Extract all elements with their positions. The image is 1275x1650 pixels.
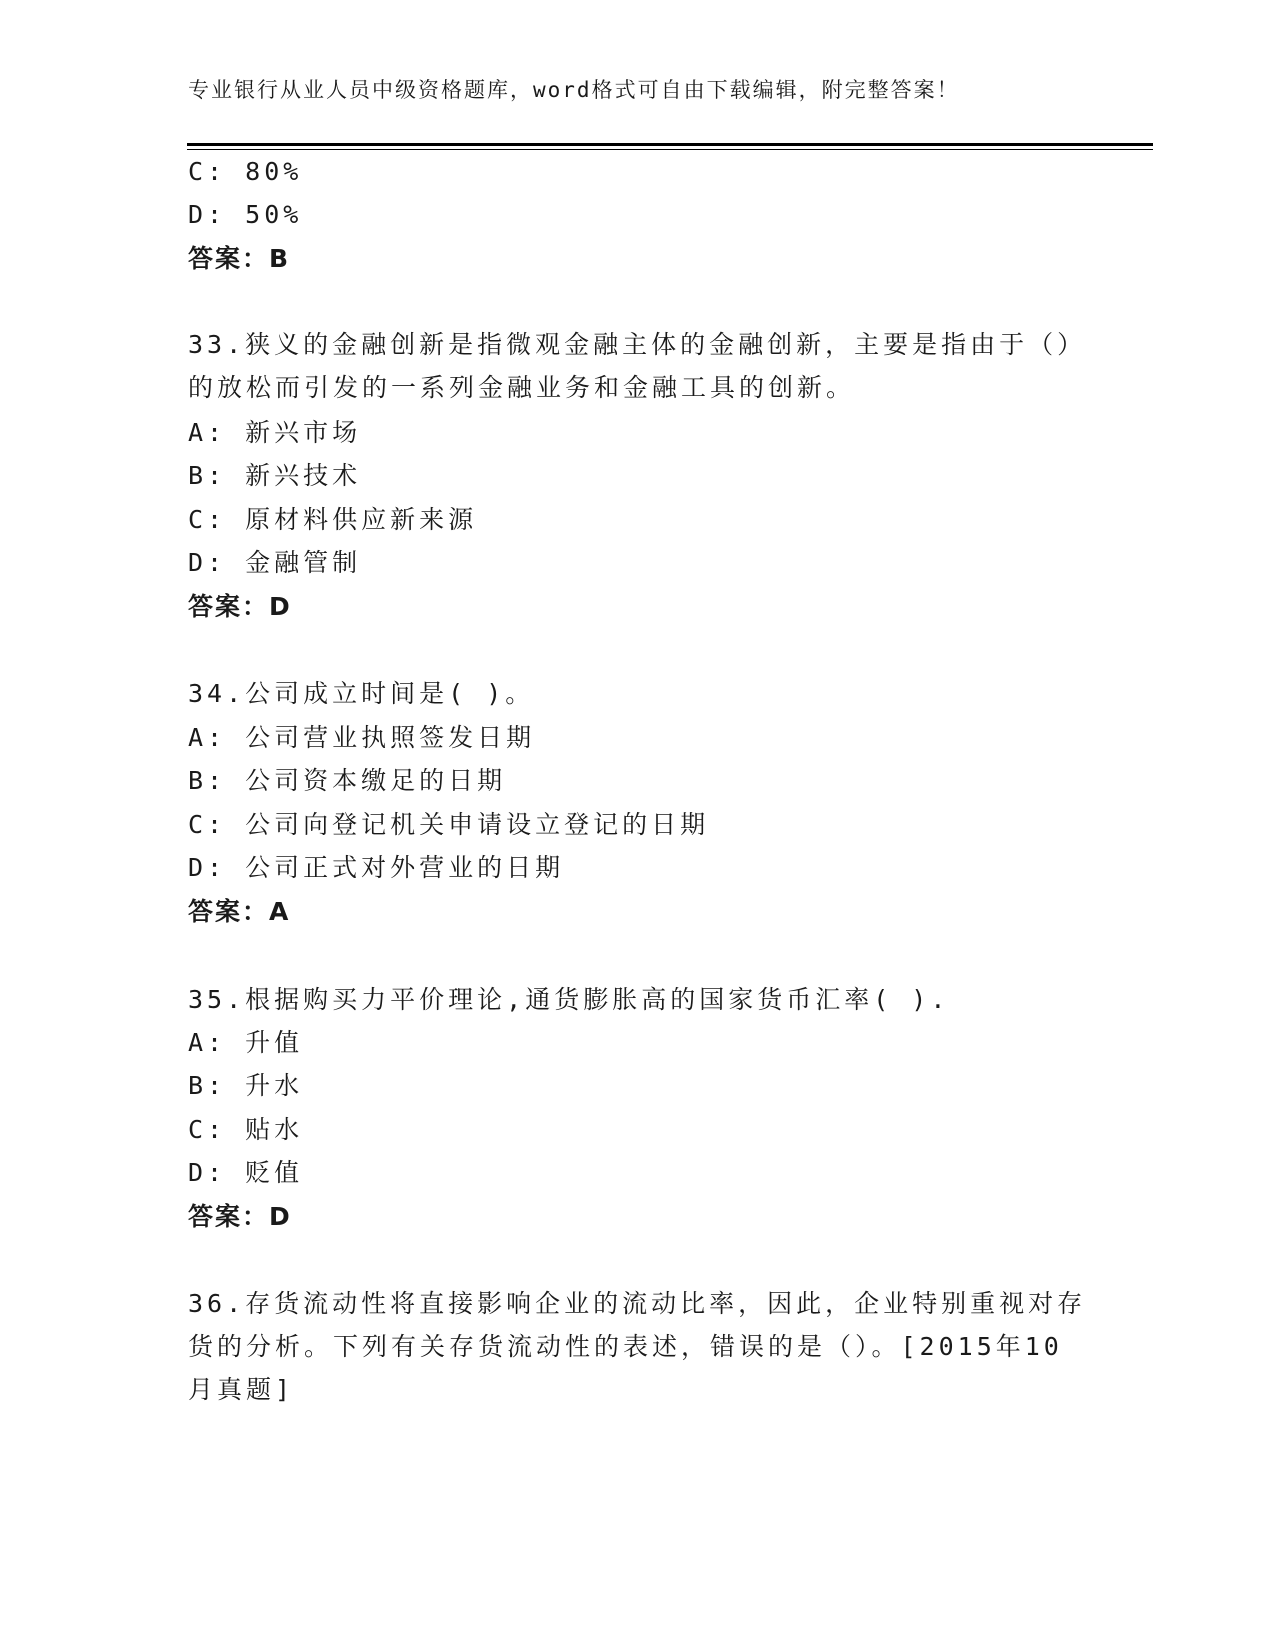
question-34-option-a: A: 公司营业执照签发日期 <box>188 723 536 752</box>
question-33-option-d: D: 金融管制 <box>188 548 362 577</box>
question-35-option-a: A: 升值 <box>188 1028 304 1057</box>
option-c-prev: C: 80% <box>188 157 303 186</box>
question-33-answer: 答案：D <box>188 592 292 621</box>
question-35-option-c: C: 贴水 <box>188 1115 304 1144</box>
question-35-option-d: D: 贬值 <box>188 1158 304 1187</box>
question-36-line-2: 货的分析。下列有关存货流动性的表述，错误的是（）。[2015年10 <box>188 1332 1063 1361</box>
question-34-answer: 答案：A <box>188 897 291 926</box>
question-34-option-c: C: 公司向登记机关申请设立登记的日期 <box>188 810 710 839</box>
question-35-answer: 答案：D <box>188 1202 292 1231</box>
question-33-line-1: 33.狭义的金融创新是指微观金融主体的金融创新，主要是指由于（） <box>188 330 1087 359</box>
question-36-line-1: 36.存货流动性将直接影响企业的流动比率，因此，企业特别重视对存 <box>188 1289 1087 1318</box>
question-35-line-1: 35.根据购买力平价理论,通货膨胀高的国家货币汇率( ). <box>188 985 950 1014</box>
question-33-option-a: A: 新兴市场 <box>188 418 362 447</box>
page-header: 专业银行从业人员中级资格题库，word格式可自由下载编辑，附完整答案！ <box>188 78 960 102</box>
answer-prev: 答案：B <box>188 244 291 273</box>
question-34-option-d: D: 公司正式对外营业的日期 <box>188 853 565 882</box>
question-33-line-2: 的放松而引发的一系列金融业务和金融工具的创新。 <box>188 373 856 402</box>
question-35-option-b: B: 升水 <box>188 1071 304 1100</box>
question-34-line-1: 34.公司成立时间是( )。 <box>188 679 535 708</box>
question-33-option-b: B: 新兴技术 <box>188 461 362 490</box>
option-d-prev: D: 50% <box>188 200 303 229</box>
header-rule-thick <box>187 143 1153 146</box>
question-33-option-c: C: 原材料供应新来源 <box>188 505 478 534</box>
header-rule-thin <box>187 149 1153 150</box>
question-36-line-3: 月真题] <box>188 1375 295 1404</box>
question-34-option-b: B: 公司资本缴足的日期 <box>188 766 507 795</box>
